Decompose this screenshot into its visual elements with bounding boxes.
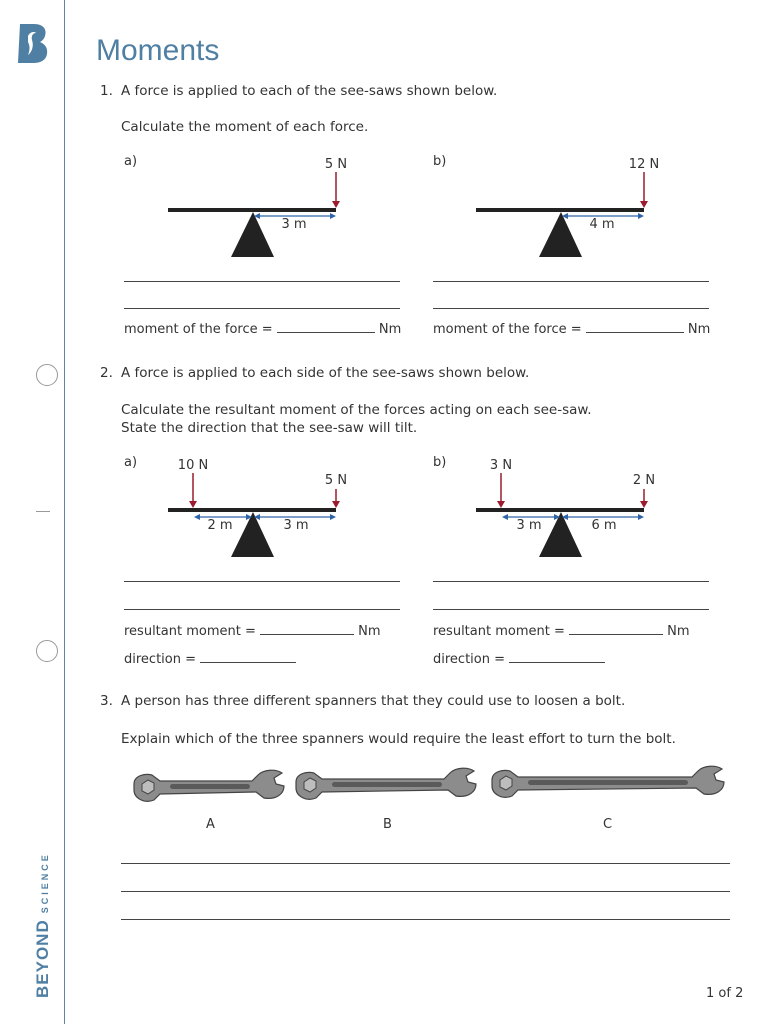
q1a-label: a) <box>124 154 138 169</box>
spanner-c-icon <box>488 762 730 806</box>
brand-wordmark <box>33 852 53 998</box>
q2b-right-distance-arrowhead-right <box>638 514 644 520</box>
q1b-answer-row <box>433 322 710 337</box>
q2a-right-distance-arrowhead-right <box>330 514 336 520</box>
spanner-a-label: A <box>206 817 215 832</box>
q2a-right-distance-label: 3 m <box>283 518 309 533</box>
spanner-b-icon <box>292 764 482 808</box>
spanner-b-label: B <box>383 817 392 832</box>
q1b-pivot <box>539 212 582 257</box>
q1a-beam <box>168 208 336 212</box>
q1b-label: b) <box>433 154 447 169</box>
q2a-direction-blank[interactable] <box>200 652 296 663</box>
q1-text: A force is applied to each of the see-saws shown below. <box>121 83 498 99</box>
q1a-force-arrowhead <box>332 201 340 208</box>
q2b-left-distance-arrowhead-left <box>502 514 508 520</box>
q3-answer-line[interactable] <box>121 891 730 892</box>
punch-hole <box>36 364 58 386</box>
q1a-answer-blank[interactable] <box>277 322 375 333</box>
q2b-answer-line[interactable] <box>433 609 709 610</box>
q3-instruction: Explain which of the three spanners would require the least effort to turn the bolt. <box>121 731 676 747</box>
q2a-answer-line[interactable] <box>124 581 400 582</box>
q2b-right-force-arrowhead <box>640 501 648 508</box>
q2b-left-force-label: 3 N <box>489 458 513 473</box>
q2a-label: a) <box>124 455 138 470</box>
q2-instruction-1: Calculate the resultant moment of the forces acting on each see-saw. <box>121 402 592 418</box>
q2a-answer-blank[interactable] <box>260 624 354 635</box>
q2b-label: b) <box>433 455 447 470</box>
q2b-right-force-label: 2 N <box>632 473 656 488</box>
q2b-seesaw-diagram <box>468 452 668 564</box>
q1b-beam <box>476 208 644 212</box>
q2a-left-force-arrowhead <box>189 501 197 508</box>
q1a-unit: Nm <box>378 322 402 337</box>
q2a-direction-label: direction = <box>124 652 196 667</box>
q2b-answer-line[interactable] <box>433 581 709 582</box>
q2a-left-distance-arrowhead-left <box>194 514 200 520</box>
q2b-direction-row <box>433 652 605 667</box>
beyond-logo-icon <box>16 22 50 64</box>
brand-sub: SCIENCE <box>40 852 50 914</box>
q1b-seesaw-diagram <box>468 150 668 262</box>
q2b-answer-blank[interactable] <box>569 624 663 635</box>
q1b-distance-arrowhead-right <box>638 213 644 219</box>
q1-number: 1. <box>100 83 113 99</box>
q1a-distance-arrowhead-right <box>330 213 336 219</box>
q1b-answer-blank[interactable] <box>586 322 684 333</box>
q2b-left-force-arrowhead <box>497 501 505 508</box>
q1a-answer-label: moment of the force = <box>124 322 273 337</box>
page-number: 1 of 2 <box>706 986 744 1001</box>
page-title: Moments <box>96 34 220 67</box>
q2b-answer-label: resultant moment = <box>433 624 565 639</box>
q1a-force-label: 5 N <box>324 157 348 172</box>
q1b-force-label: 12 N <box>628 157 660 172</box>
q1a-pivot <box>231 212 274 257</box>
brand-main: BEYOND <box>33 919 52 998</box>
q2-number: 2. <box>100 365 113 381</box>
q2a-right-force-label: 5 N <box>324 473 348 488</box>
q2a-answer-label: resultant moment = <box>124 624 256 639</box>
q2a-right-force-arrowhead <box>332 501 340 508</box>
q1b-answer-line[interactable] <box>433 308 709 309</box>
q1a-answer-line[interactable] <box>124 281 400 282</box>
q2a-beam <box>168 508 336 512</box>
q2a-direction-row <box>124 652 296 667</box>
q1a-distance-label: 3 m <box>281 217 307 232</box>
q2b-pivot <box>539 512 582 557</box>
q2a-left-distance-label: 2 m <box>207 518 233 533</box>
q2-instruction-2: State the direction that the see-saw will tilt. <box>121 420 418 436</box>
q3-answer-line[interactable] <box>121 919 730 920</box>
q2b-direction-blank[interactable] <box>509 652 605 663</box>
q2a-unit: Nm <box>358 624 381 639</box>
q3-answer-line[interactable] <box>121 863 730 864</box>
q2a-left-force-label: 10 N <box>177 458 209 473</box>
q2a-answer-row <box>124 624 381 639</box>
q1-instruction: Calculate the moment of each force. <box>121 119 369 135</box>
q1b-answer-label: moment of the force = <box>433 322 582 337</box>
margin-line <box>64 0 65 1024</box>
q2-text: A force is applied to each side of the see-saws shown below. <box>121 365 530 381</box>
q2b-right-distance-label: 6 m <box>591 518 617 533</box>
q2b-unit: Nm <box>667 624 690 639</box>
q1a-seesaw-diagram <box>160 150 360 262</box>
margin-tick <box>36 511 50 512</box>
q1a-answer-line[interactable] <box>124 308 400 309</box>
q2b-left-distance-label: 3 m <box>516 518 542 533</box>
q1b-unit: Nm <box>687 322 711 337</box>
q1b-distance-label: 4 m <box>589 217 615 232</box>
spanner-a-icon <box>130 766 290 810</box>
spanner-c-label: C <box>603 817 613 832</box>
q1a-answer-row <box>124 322 401 337</box>
q3-text: A person has three different spanners that they could use to loosen a bolt. <box>121 693 626 709</box>
q2a-answer-line[interactable] <box>124 609 400 610</box>
q2a-seesaw-diagram <box>160 452 360 564</box>
q1b-force-arrowhead <box>640 201 648 208</box>
q1b-answer-line[interactable] <box>433 281 709 282</box>
q3-number: 3. <box>100 693 113 709</box>
q2a-pivot <box>231 512 274 557</box>
q2b-answer-row <box>433 624 690 639</box>
q2b-direction-label: direction = <box>433 652 505 667</box>
q2b-beam <box>476 508 644 512</box>
punch-hole <box>36 640 58 662</box>
